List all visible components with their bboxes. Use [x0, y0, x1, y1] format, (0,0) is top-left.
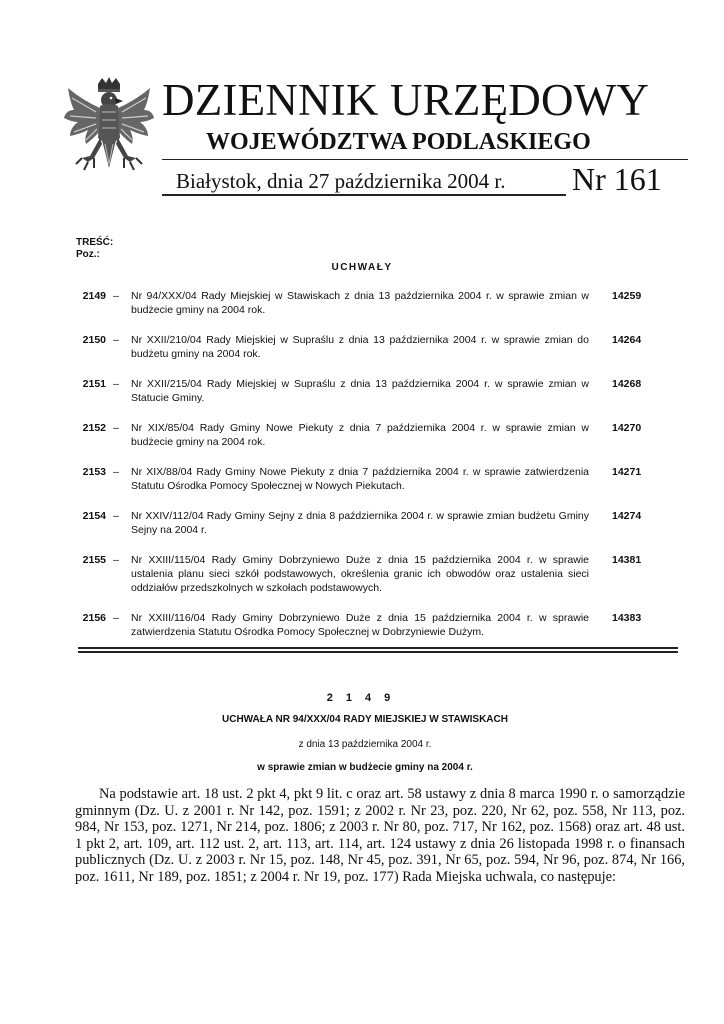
toc-dash: –: [113, 378, 119, 390]
dateline-underline: [162, 194, 566, 196]
polish-eagle-emblem-icon: [62, 76, 156, 188]
toc-entry-title: Nr XIX/88/04 Rady Gminy Nowe Piekuty z dnia 7 października 2004 r. w sprawie zatwierdzenia Statutu Ośrodka Pomocy Społecznej w Nowych Piekutach.: [131, 466, 589, 492]
journal-subtitle: WOJEWÓDZTWA PODLASKIEGO: [206, 129, 591, 155]
toc-page-number: 14270: [612, 422, 642, 434]
resolution-body: Na podstawie art. 18 ust. 2 pkt 4, pkt 9 lit. c oraz art. 58 ustawy z dnia 8 marca 1990 r. o samorządzie gminnym (Dz. U. z 2001 r. Nr 142, poz. 1591; z 2002 r. Nr 23, poz. 220, Nr 62, poz. 558, Nr 113, poz. 984, Nr 153, poz. 1271, Nr 214, poz. 1806; z 2003 r. Nr 80, poz. 717, Nr 162, poz. 1568) oraz art. 48 ust. 1 pkt 2, art. 109, art. 112 ust. 2, art. 113, art. 114, art. 124 ustawy z dnia 26 listopada 1998 r. o finansach publicznych (Dz. U. z 2003 r. Nr 15, poz. 148, Nr 45, poz. 391, Nr 65, poz. 594, Nr 96, poz. 874, Nr 166, poz. 1611, Nr 189, poz. 1851; z 2004 r. Nr 19, poz. 177) Rada Miejska uchwala, co następuje:: [75, 786, 685, 885]
table-of-contents: [0, 289, 724, 639]
resolution-title: UCHWAŁA NR 94/XXX/04 RADY MIEJSKIEJ W STAWISKACH: [222, 714, 508, 725]
contents-label: TREŚĆ:: [76, 237, 114, 248]
toc-position-number: 2149: [82, 290, 106, 302]
contents-divider-top: [78, 647, 678, 649]
toc-entry-title: Nr XIX/85/04 Rady Gminy Nowe Piekuty z dnia 7 października 2004 r. w sprawie zmian w budżecie gminy na 2004 rok.: [131, 422, 589, 448]
toc-entry-title: Nr 94/XXX/04 Rady Miejskiej w Stawiskach z dnia 13 października 2004 r. w sprawie zmian w budżecie gminy na 2004 rok.: [131, 290, 589, 316]
resolution-subject: w sprawie zmian w budżecie gminy na 2004 r.: [257, 762, 473, 773]
toc-entry-title: Nr XXIV/112/04 Rady Gminy Sejny z dnia 8 października 2004 r. w sprawie zmian budżetu Gminy Sejny na 2004 r.: [131, 510, 589, 536]
toc-page-number: 14268: [612, 378, 642, 390]
journal-title: DZIENNIK URZĘDOWY: [162, 75, 650, 125]
toc-dash: –: [113, 612, 119, 624]
toc-entry[interactable]: [0, 333, 724, 361]
position-label: Poz.:: [76, 249, 100, 260]
toc-entry[interactable]: [0, 421, 724, 449]
toc-entry-title: Nr XXII/215/04 Rady Miejskiej w Supraślu z dnia 13 października 2004 r. w sprawie zmian w Statucie Gminy.: [131, 378, 589, 404]
toc-position-number: 2155: [82, 554, 106, 566]
toc-entry-title: Nr XXIII/115/04 Rady Gminy Dobrzyniewo Duże z dnia 15 października 2004 r. w sprawie ustalenia planu sieci szkół podstawowych, określenia granic ich obwodów oraz ustalenia sieci oddziałów przedszkolnych w szkołach podstawowych.: [131, 554, 589, 594]
toc-dash: –: [113, 422, 119, 434]
toc-position-number: 2154: [82, 510, 106, 522]
toc-page-number: 14381: [612, 554, 642, 566]
toc-entry[interactable]: [0, 377, 724, 405]
toc-page-number: 14259: [612, 290, 642, 302]
toc-dash: –: [113, 466, 119, 478]
toc-position-number: 2153: [82, 466, 106, 478]
toc-page-number: 14264: [612, 334, 642, 346]
toc-page-number: 14383: [612, 612, 642, 624]
dateline: Białystok, dnia 27 października 2004 r.: [176, 169, 506, 193]
contents-divider-bottom: [78, 651, 678, 653]
toc-position-number: 2150: [82, 334, 106, 346]
issue-number: Nr 161: [572, 161, 662, 197]
toc-entry[interactable]: [0, 509, 724, 537]
toc-dash: –: [113, 554, 119, 566]
toc-entry-title: Nr XXIII/116/04 Rady Gminy Dobrzyniewo Duże z dnia 15 października 2004 r. w sprawie zatwierdzenia Statutu Ośrodka Pomocy Społecznej w Dobrzyniewie Dużym.: [131, 612, 589, 638]
toc-entry-title: Nr XXII/210/04 Rady Miejskiej w Supraślu z dnia 13 października 2004 r. w sprawie zmian do budżetu gminy na 2004 rok.: [131, 334, 589, 360]
toc-page-number: 14274: [612, 510, 642, 522]
toc-dash: –: [113, 290, 119, 302]
section-heading: UCHWAŁY: [331, 262, 393, 273]
toc-dash: –: [113, 334, 119, 346]
resolution-position-number: 2149: [326, 692, 404, 704]
toc-entry[interactable]: [0, 289, 724, 317]
toc-entry[interactable]: [0, 553, 724, 595]
toc-page-number: 14271: [612, 466, 642, 478]
toc-position-number: 2156: [82, 612, 106, 624]
toc-dash: –: [113, 510, 119, 522]
toc-position-number: 2152: [82, 422, 106, 434]
toc-entry[interactable]: [0, 611, 724, 639]
resolution-date: z dnia 13 października 2004 r.: [298, 739, 432, 750]
toc-position-number: 2151: [82, 378, 106, 390]
toc-entry[interactable]: [0, 465, 724, 493]
